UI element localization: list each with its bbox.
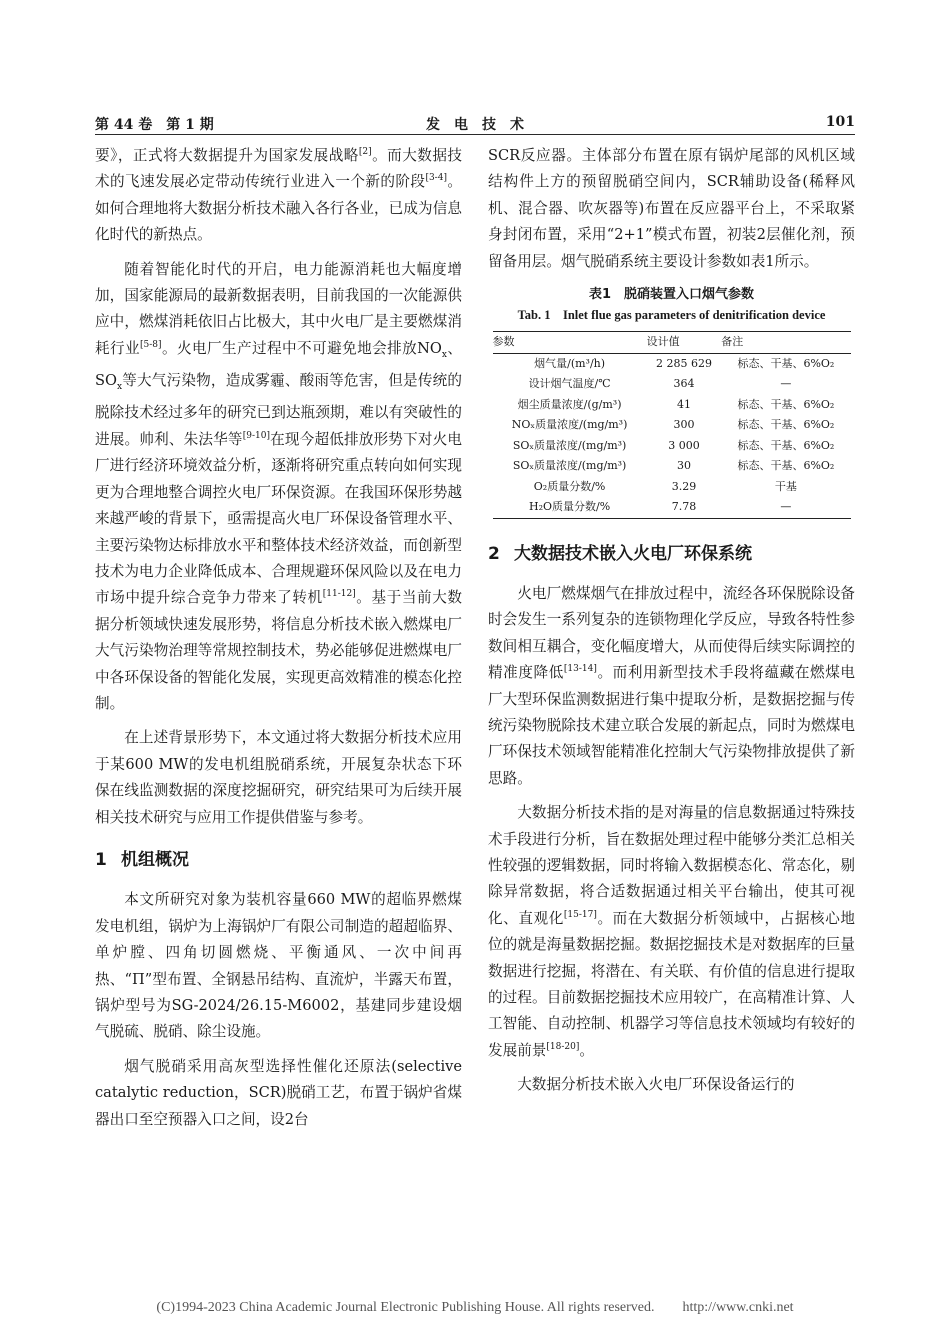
table-row: H₂O质量分数/% 7.78 — <box>493 497 851 518</box>
citation[interactable]: [9-10] <box>242 431 270 442</box>
table-header: 设计值 <box>647 332 722 354</box>
table-row: NOₓ质量浓度/(mg/m³) 300 标态、干基、6%O₂ <box>511 418 835 432</box>
paragraph: 大数据分析技术指的是对海量的信息数据通过特殊技术手段进行分析，旨在数据处理过程中能够分类汇总相关性较强的逻辑数据，同时将输入数据模态化、常态化，剔除异常数据，将合适数据通过相关平台输出，使其可视化、直观化[15-17]。而在大数据分析领域中，占据核心地位的就是海量数据挖掘。数据挖掘技术是对数据库的巨量数据进行挖掘，将潜在、有关联、有价值的信息进行提取的过程。目前数据挖掘技术应用较广，在高精准计算、人工智能、自动控制、机器学习等信息技术领域均有较好的发展前景[18-20]。 <box>488 804 855 1059</box>
citation[interactable]: [3-4] <box>425 173 447 184</box>
paragraph: 本文所研究对象为装机容量660 MW的超临界燃煤发电机组，锅炉为上海锅炉厂有限公司制造的超超临界、单炉膛、四角切圆燃烧、平衡通风、一次中间再热、“Π”型布置、全钢悬吊结构、直流炉，半露天布置，锅炉型号为SG-2024/26.15-M6002，基建同步建设烟气脱硫、脱硝、除尘设施。 <box>95 891 462 1041</box>
citation[interactable]: [11-12] <box>322 589 356 600</box>
table-header: 备注 <box>721 332 850 354</box>
page-number: 101 <box>825 114 855 130</box>
table-header: 参数 <box>493 332 647 354</box>
volume-issue: 第 44 卷 第 1 期 <box>95 117 214 133</box>
table-row: SOₓ质量浓度/(mg/m³) 3 000 标态、干基、6%O₂ <box>512 438 835 452</box>
citation[interactable]: [15-17] <box>563 909 597 920</box>
table-row: 设计烟气温度/℃ 364 — <box>528 377 792 391</box>
parameter-table <box>493 331 851 519</box>
paragraph: 要》，正式将大数据提升为国家发展战略[2]。而大数据技术的飞速发展必定带动传统行业进入一个新的阶段[3-4]。如何合理地将大数据分析技术融入各行各业，已成为信息化时代的新热点。 <box>95 147 462 244</box>
table-row: O₂质量分数/% 3.29 干基 <box>533 479 797 493</box>
table-row: SOₓ质量浓度/(mg/m³) 30 标态、干基、6%O₂ <box>512 459 835 473</box>
paragraph: 在上述背景形势下，本文通过将大数据分析技术应用于某600 MW的发电机组脱硝系统，开展复杂状态下环保在线监测数据的深度挖掘研究，研究结果可为后续开展相关技术研究与应用工作提供借鉴与参考。 <box>95 729 462 826</box>
citation[interactable]: [2] <box>358 147 372 158</box>
table-caption-en: Tab. 1 Inlet flue gas parameters of denitrification device <box>517 308 826 323</box>
left-column <box>95 143 462 1133</box>
paragraph: 随着智能化时代的开启，电力能源消耗也大幅度增加，国家能源局的最新数据表明，目前我国的一次能源供应中，燃煤消耗依旧占比极大，其中火电厂是主要燃煤消耗行业[5-8]。火电厂生产过程中不可避免地会排放$NO_x$、$SO_x$等大气污染物，造成雾霾、酸雨等危害，但是传统的脱除技术经过多年的研究已到达瓶颈期，难以有突破性的进展。帅利、朱法华等[9-10]在现今超低排放形势下对火电厂进行经济环境效益分析，逐渐将研究重点转向如何实现更为合理地整合调控火电厂环保资源。在我国环保形势越来越严峻的背景下，亟需提高火电厂环保设备管理水平、主要污染物达标排放水平和整体技术经济效益，而创新型技术为电力企业降低成本、合理规避环保风险以及在电力市场中提升综合竞争力带来了转机[11-12]。基于当前大数据分析领域快速发展形势，将信息分析技术嵌入燃煤电厂大气污染物治理等常规控制技术，势必能够促进燃煤电厂中各环保设备的智能化发展，实现更高效精准的模态化控制。 <box>95 260 462 712</box>
citation[interactable]: [13-14] <box>563 664 597 675</box>
paragraph: 火电厂燃煤烟气在排放过程中，流经各环保脱除设备时会发生一系列复杂的连锁物理化学反应，导致各特性参数间相互耦合，变化幅度增大，从而使得后续实际调控的精准度降低[13-14]。而利用新型技术手段将蕴藏在燃煤电厂大型环保监测数据进行集中提取分析，是数据挖掘与传统污染物脱除技术建立联合发展的新起点，同时为燃煤电厂环保技术领域智能精准化控制大气污染物排放提供了新思路。 <box>488 584 855 787</box>
running-header <box>95 112 855 135</box>
table-caption-zh: 表1 脱硝装置入口烟气参数 <box>588 287 755 303</box>
table-row: 烟尘质量浓度/(g/m³) 41 标态、干基、6%O₂ <box>517 397 835 411</box>
journal-name: 发电技术 <box>426 117 538 133</box>
citation[interactable]: [5-8] <box>140 339 162 350</box>
paragraph: 大数据分析技术嵌入火电厂环保设备运行的 <box>517 1076 795 1094</box>
paragraph: SCR反应器。主体部分布置在原有锅炉尾部的风机区域结构件上方的预留脱硝空间内，SCR辅助设备(稀释风机、混合器、吹灰器等)布置在反应器平台上，不采取紧身封闭布置，采用“2+1”模式布置，初装2层催化剂，预留备用层。烟气脱硝系统主要设计参数如表1所示。 <box>488 147 855 270</box>
section-heading-2: 2 大数据技术嵌入火电厂环保系统 <box>488 543 752 564</box>
citation[interactable]: [18-20] <box>546 1041 580 1052</box>
table-row: 烟气量/(m³/h) 2 285 629 标态、干基、6%O₂ <box>534 356 835 370</box>
right-column <box>488 143 855 1099</box>
copyright-footer: (C)1994-2023 China Academic Journal Electronic Publishing House. All rights reserved. http://www.cnki.net <box>156 1300 794 1315</box>
paragraph: 烟气脱硝采用高灰型选择性催化还原法(selective catalytic reduction，SCR)脱硝工艺，布置于锅炉省煤器出口至空预器入口之间，设2台 <box>95 1057 462 1128</box>
section-heading-1: 1 机组概况 <box>95 849 189 870</box>
